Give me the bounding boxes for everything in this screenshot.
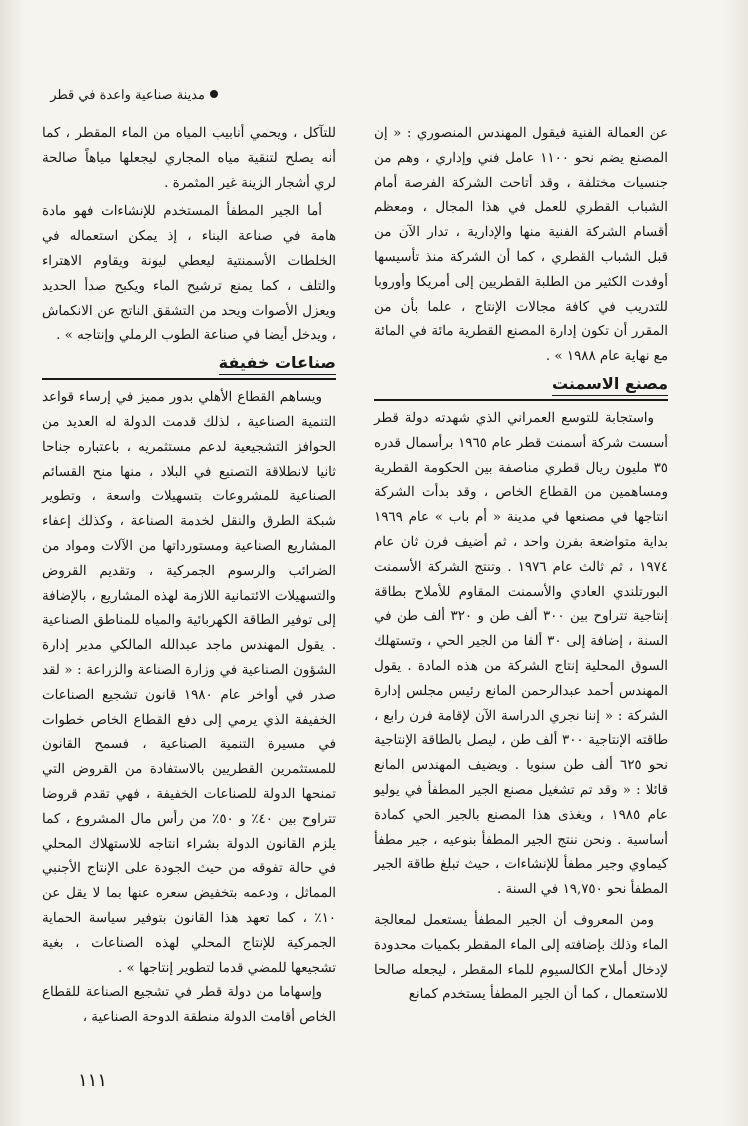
right-paragraph-3: ومن المعروف أن الجير المطفأ يستعمل لمعالجة الماء وذلك بإضافته إلى الماء المقطر بكميات محدودة لإدخال أملاح الكالسيوم للماء المقطر ، ليجعله صالحا للاستعمال ، كما أن الجير المطفأ يستخدم كمانع (374, 912, 668, 1003)
section-heading-light-industries (42, 351, 336, 380)
right-paragraph-1: عن العمالة الفنية فيقول المهندس المنصوري : « إن المصنع يضم نحو ١١٠٠ عامل فني وإداري ، وهم من جنسيات مختلفة ، وقد أتاحت الشركة الفرصة أمام الشباب القطري للعمل في هذا المجال ، ومعظم أقسام الشركة الفنية منها والإدارية ، تدار الآن من قبل الشباب القطري ، كما أن الشركة منذ تأسيسها أوفدت الكثير من الطلبة القطريين إلى أمريكا وأوروبا للتدريب في كافة مجالات الإنتاج ، علما بأن من المقرر أن تكون إدارة المصنع القطرية مائة في المائة مع نهاية عام ١٩٨٨ » . (374, 126, 668, 365)
header-bullet-icon (210, 90, 218, 98)
right-paragraph-2: واستجابة للتوسع العمراني الذي شهدته دولة قطر أسست شركة أسمنت قطر عام ١٩٦٥ برأسمال قدره ٣٥ مليون ريال قطري مناصفة بين الحكومة القطرية ومساهمين من القطاع الخاص ، وقد بدأت الشركة انتاجها في مصنعها في مدينة « أم باب » عام ١٩٦٩ بداية متواضعة بفرن واحد ، ثم أضيف فرن ثان عام ١٩٧٤ ، ثم ثالث عام ١٩٧٦ . وتنتج الشركة الأسمنت البورتلندي العادي والأسمنت المقاوم للأملاح بطاقة إنتاجية تتراوح بين ٣٠٠ ألف طن و ٣٢٠ ألف طن في السنة ، إضافة إلى ٣٠ ألفا من الجير الحي ، وتستهلك السوق المحلية إنتاج الشركة من هذه المادة . يقول المهندس أحمد عبدالرحمن المانع رئيس مجلس إدارة الشركة : « إننا نجري الدراسة الآن لإقامة فرن رابع ، طاقته الإنتاجية ٣٠٠ ألف طن ، ليصل بالطاقة الإنتاجية نحو ٦٢٥ ألف طن سنويا . ويضيف المهندس المانع قائلا : « وقد تم تشغيل مصنع الجير المطفأ في يوليو عام ١٩٨٥ ، ويغذى هذا المصنع بالجير الحي كمادة أساسية . ونحن ننتج الجير المطفأ بنوعيه ، جير مطفأ كيماوي وجير مطفأ للإنشاءات ، حيث تبلغ طاقة الجير المطفأ نحو ١٩,٧٥٠ في السنة . (374, 410, 669, 898)
page-number: ١١١ (78, 1070, 108, 1091)
section-heading-light-industries-text: صناعات خفيفة (219, 353, 336, 375)
section-heading-cement (374, 372, 668, 401)
left-paragraph-2: أما الجير المطفأ المستخدم للإنشاءات فهو مادة هامة في صناعة البناء ، إذ يمكن استعماله في الخلطات الأسمنتية ليعطي ليونة ويقاوم الاهتراء والتلف ، كما يمنع ترشيح الماء ويكبح صدأ الحديد ويعزل الأصوات ويحد من التشقق الناتج عن الانكماش ، ويدخل أيضا في صناعة الطوب الرملي وإنتاجه » . (42, 204, 336, 344)
left-paragraph-1: للتآكل ، ويحمي أنابيب المياه من الماء المقطر ، كما أنه يصلح لتنقية مياه المجاري ليجعلها مياهاً صالحة لري أشجار الزينة غير المثمرة . (42, 126, 336, 191)
running-title: مدينة صناعية واعدة في قطر (50, 88, 205, 103)
left-paragraph-4: وإسهاما من دولة قطر في تشجيع الصناعة للقطاع الخاص أقامت الدولة منطقة الدوحة الصناعية ، (42, 985, 336, 1026)
running-header (38, 88, 218, 103)
left-paragraph-3: ويساهم القطاع الأهلي بدور مميز في إرساء قواعد التنمية الصناعية ، لذلك قدمت الدولة له العديد من الحوافز التشجيعية لدعم مستثمريه ، باعتباره جناحا ثانيا لانطلاقة التصنيع في البلاد ، منها منح القسائم الصناعية للمشروعات بتسهيلات واسعة ، وتطوير شبكة الطرق والنقل لخدمة الصناعة ، وكذلك إعفاء المشاريع الصناعية ومستورداتها من الآلات ومواد من الضرائب والرسوم الجمركية ، وتقديم القروض والتسهيلات الائتمانية اللازمة لهذه المشاريع ، بالإضافة إلى توفير الطاقة الكهربائية والمياه للمناطق الصناعية . يقول المهندس ماجد عبدالله المالكي مدير إدارة الشؤون الصناعية في وزارة الصناعة والزراعة : « لقد صدر في أواخر عام ١٩٨٠ قانون تشجيع الصناعات الخفيفة الذي يرمي إلى دفع القطاع الخاص خطوات في مسيرة التنمية الصناعية ، فسمح القانون للمستثمرين القطريين بالاستفادة من القروض التي تمنحها الدولة للصناعات الخفيفة ، فهي تقدم قروضا تتراوح بين ٤٠٪ و ٥٠٪ من رأس مال المشروع ، كما يلزم القانون الدولة بشراء انتاجه للاستهلاك المحلي في حالة تفوقه من حيث الجودة على الإنتاج الأجنبي المماثل ، ودعمه بتخفيض سعره عنها بما لا يقل عن ١٠٪ ، كما تعهد هذا القانون بتوفير سياسة الحماية الجمركية للإنتاج المحلي لهذه الصناعات ، بغية تشجيعها للمضي قدما لتطوير إنتاجها » . (42, 390, 337, 976)
left-column (42, 122, 336, 1031)
section-heading-cement-text: مصنع الاسمنت (552, 374, 668, 396)
right-column (374, 122, 668, 1008)
